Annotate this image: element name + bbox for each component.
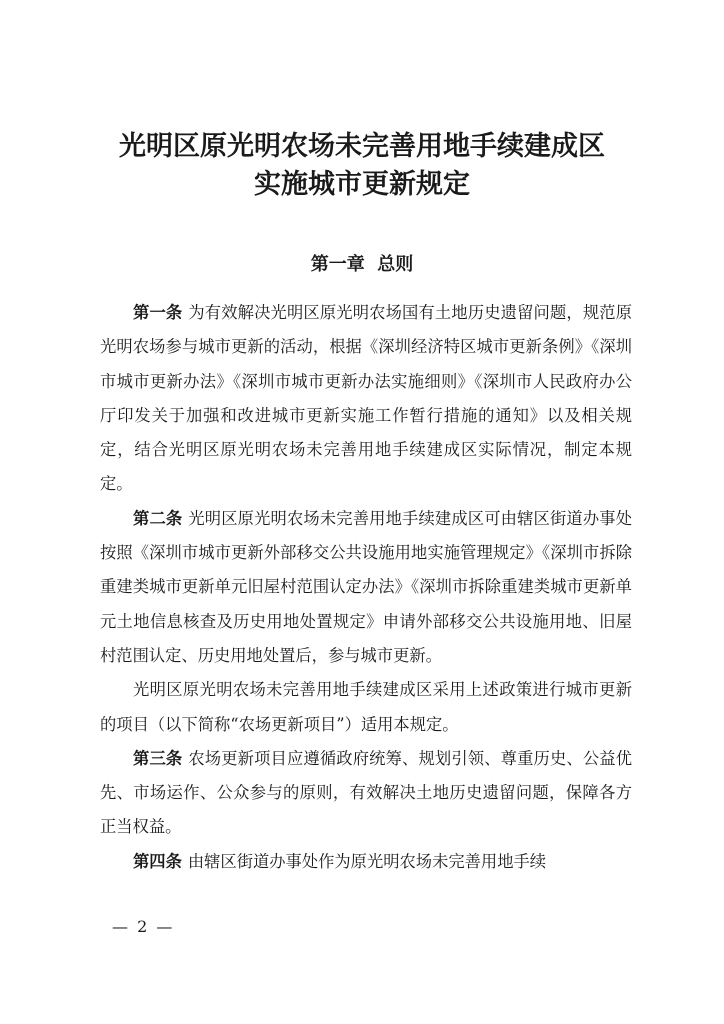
chapter-heading: 第一章 总则 [310,254,414,275]
article-label: 第一条 [133,303,183,322]
article-text: 光明区原光明农场未完善用地手续建成区可由辖区街道办事处按照《深圳市城市更新外部移交公共设施用地实施管理规定》《深圳市拆除重建类城市更新单元旧屋村范围认定办法》《深圳市拆除重建类城市更新单元土地信息核查及历史用地处置规定》申请外部移交公共设施用地、旧屋村范围认定、历史用地处置后，参与城市更新。 [100,508,632,665]
article-text: 由辖区街道办事处作为原光明农场未完善用地手续 [187,851,547,871]
article-2-continuation [100,673,632,742]
document-title-line-2: 实施城市更新规定 [254,169,470,200]
document-title-line-1: 光明区原光明农场未完善用地手续建成区 [119,131,605,162]
article-text: 为有效解决光明区原光明农场国有土地历史遗留问题，规范原光明农场参与城市更新的活动，根据《深圳经济特区城市更新条例》《深圳市城市更新办法》《深圳市城市更新办法实施细则》《深圳市人民政府办公厅印发关于加强和改进城市更新实施工作暂行措施的通知》以及相关规定，结合光明区原光明农场未完善用地手续建成区实际情况，制定本规定。 [100,303,632,494]
article-2 [100,502,632,673]
article-text: 农场更新项目应遵循政府统筹、规划引领、尊重历史、公益优先、市场运作、公众参与的原则，有效解决土地历史遗留问题，保障各方正当权益。 [100,748,632,837]
article-text: 光明区原光明农场未完善用地手续建成区采用上述政策进行城市更新的项目（以下简称“农场更新项目”）适用本规定。 [100,680,632,734]
article-1 [100,296,632,502]
article-3 [100,742,632,845]
document-body [100,296,632,879]
article-label: 第四条 [133,851,182,871]
page-number: — 2 — [112,917,175,936]
article-label: 第三条 [133,748,183,768]
article-4 [100,845,632,879]
article-label: 第二条 [133,508,183,528]
